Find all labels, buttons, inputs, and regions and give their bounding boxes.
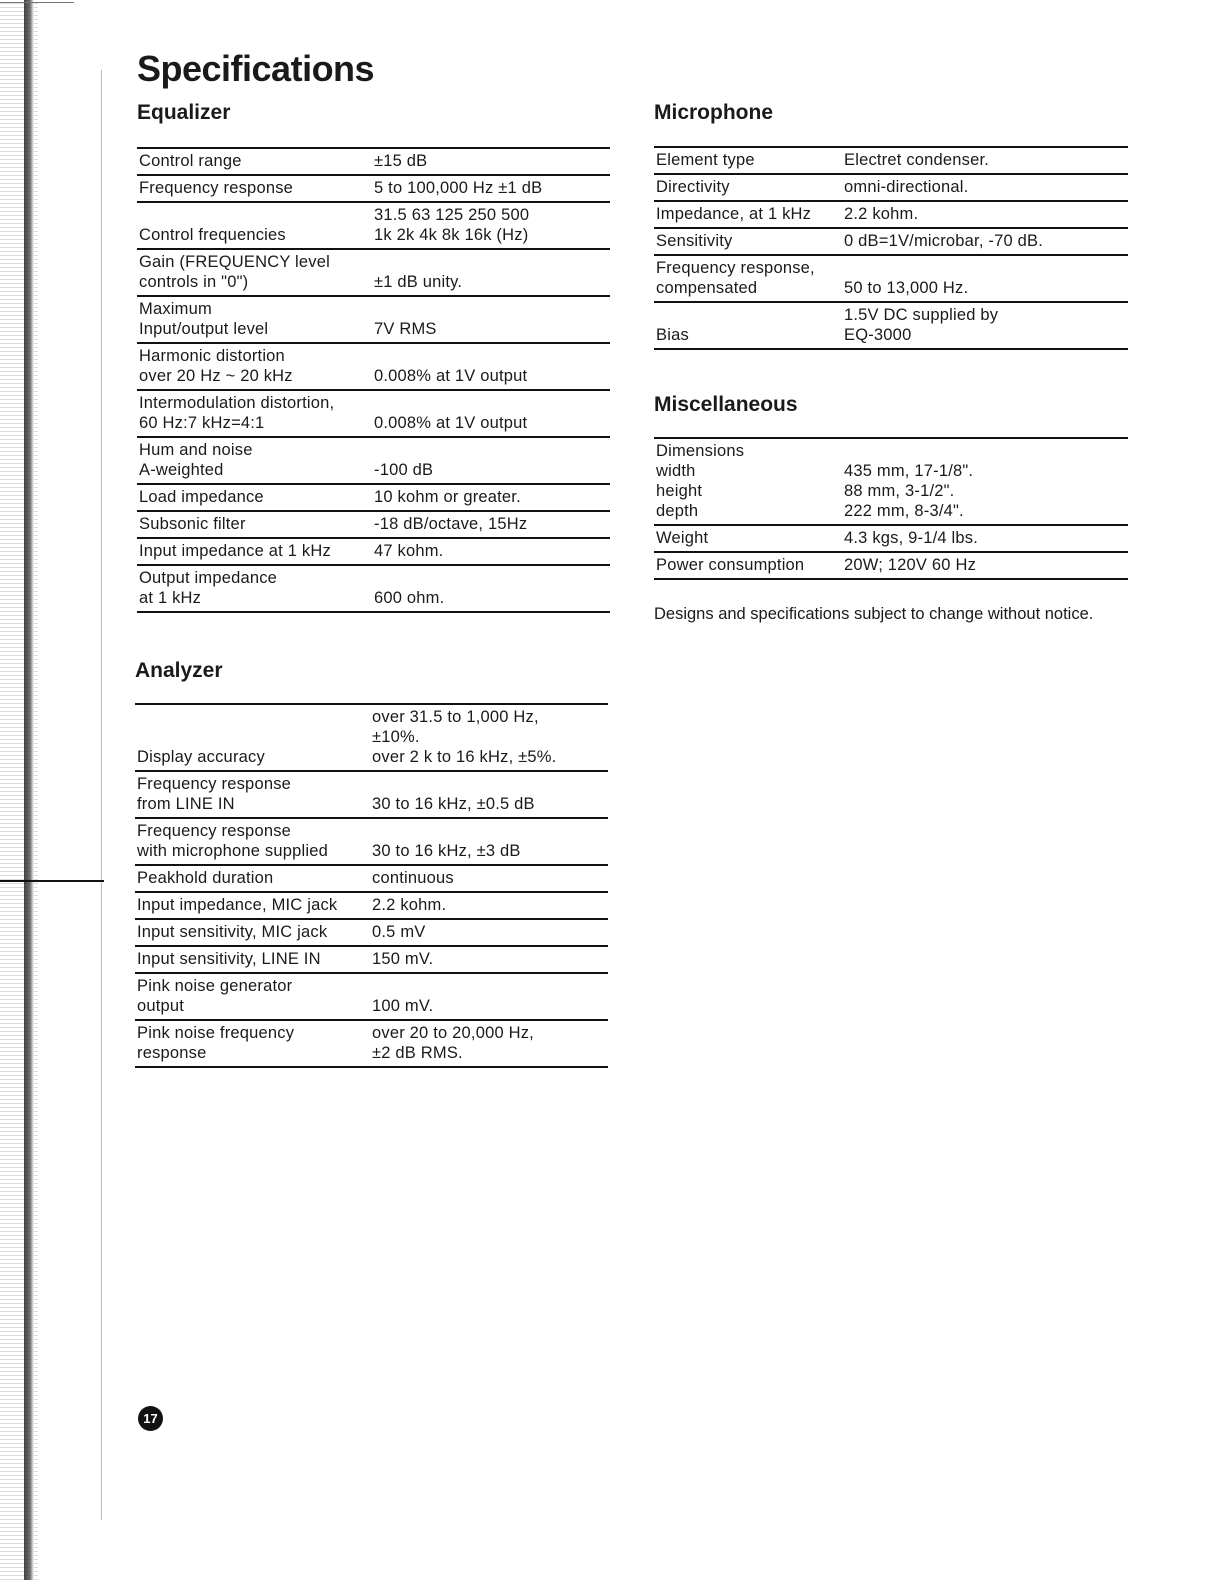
spec-label: Input sensitivity, MIC jack (137, 923, 328, 941)
spec-value: 20W; 120V 60 Hz (844, 556, 977, 574)
spec-label: Frequency response, compensated (656, 259, 815, 297)
spec-value: 0.5 mV (372, 923, 426, 941)
spec-row (137, 391, 610, 438)
spec-label: Hum and noise A-weighted (139, 441, 253, 479)
spec-row (137, 344, 610, 391)
spec-value: 2.2 kohm. (372, 896, 447, 914)
analyzer-heading: Analyzer (135, 659, 223, 682)
spec-value: ±1 dB unity. (374, 273, 463, 291)
spec-label: Element type (656, 151, 755, 169)
spec-row (654, 526, 1128, 553)
spec-value: over 31.5 to 1,000 Hz, ±10%. over 2 k to 16 kHz, ±5%. (372, 708, 557, 766)
spec-row (137, 203, 610, 250)
spec-value: Electret condenser. (844, 151, 990, 169)
spec-label: Peakhold duration (137, 869, 274, 887)
spec-label: Control range (139, 152, 242, 170)
spec-label: Harmonic distortion over 20 Hz ~ 20 kHz (139, 347, 293, 385)
spec-row (137, 539, 610, 566)
spec-label: Sensitivity (656, 232, 733, 250)
spec-label: Intermodulation distortion, 60 Hz:7 kHz=4:1 (139, 394, 335, 432)
microphone-heading: Microphone (654, 101, 773, 124)
page-title: Specifications (137, 48, 375, 89)
spec-value: continuous (372, 869, 454, 887)
spec-label: Frequency response (139, 179, 294, 197)
spec-row (135, 705, 608, 772)
spec-label: Pink noise frequency response (137, 1024, 295, 1062)
spec-row (135, 893, 608, 920)
spec-row (654, 439, 1128, 526)
spec-value: 10 kohm or greater. (374, 488, 521, 506)
spec-value: 7V RMS (374, 320, 437, 338)
spec-label: Gain (FREQUENCY level controls in "0") (139, 253, 330, 291)
spec-label: Maximum Input/output level (139, 300, 269, 338)
spec-row (135, 947, 608, 974)
margin-rule (101, 70, 102, 1520)
spec-value: 0 dB=1V/microbar, -70 dB. (844, 232, 1043, 250)
spec-row (137, 149, 610, 176)
spec-label: Output impedance at 1 kHz (139, 569, 278, 607)
spec-row (654, 303, 1128, 350)
spec-value: 0.008% at 1V output (374, 414, 528, 432)
spec-row (654, 229, 1128, 256)
spec-row (137, 485, 610, 512)
spec-label: Input sensitivity, LINE IN (137, 950, 321, 968)
spec-row (135, 974, 608, 1021)
disclaimer-note: Designs and specifications subject to change without notice. (654, 605, 1094, 623)
miscellaneous-table (654, 437, 1128, 580)
spec-value: ±15 dB (374, 152, 428, 170)
spec-value: 150 mV. (372, 950, 434, 968)
spec-label: Input impedance, MIC jack (137, 896, 338, 914)
edge-crease-line (0, 880, 104, 882)
spec-label: Control frequencies (139, 226, 286, 244)
spec-value: 4.3 kgs, 9-1/4 lbs. (844, 529, 979, 547)
equalizer-heading: Equalizer (137, 101, 231, 124)
spec-row (135, 1021, 608, 1068)
microphone-table (654, 146, 1128, 350)
equalizer-table (137, 147, 610, 613)
spec-row (135, 819, 608, 866)
spec-label: Directivity (656, 178, 730, 196)
spec-row (654, 148, 1128, 175)
spec-label: Power consumption (656, 556, 805, 574)
page-number: 17 (138, 1406, 163, 1431)
spec-label: Input impedance at 1 kHz (139, 542, 331, 560)
spec-label: Subsonic filter (139, 515, 246, 533)
spec-row (137, 438, 610, 485)
spec-value: 600 ohm. (374, 589, 445, 607)
spec-label: Impedance, at 1 kHz (656, 205, 812, 223)
spec-label: Weight (656, 529, 709, 547)
spec-value: 47 kohm. (374, 542, 444, 560)
spec-value: 30 to 16 kHz, ±0.5 dB (372, 795, 535, 813)
spec-row (135, 772, 608, 819)
spec-value: over 20 to 20,000 Hz, ±2 dB RMS. (372, 1024, 534, 1062)
spec-value: 435 mm, 17-1/8". 88 mm, 3-1/2". 222 mm, 8-3/4". (844, 462, 974, 520)
top-edge-rule (0, 2, 74, 3)
spec-row (137, 176, 610, 203)
spec-row (654, 175, 1128, 202)
spec-value: 50 to 13,000 Hz. (844, 279, 969, 297)
spec-value: -18 dB/octave, 15Hz (374, 515, 528, 533)
spec-label: Frequency response with microphone supplied (137, 822, 328, 860)
binding-edge (24, 0, 34, 1580)
spec-row (135, 866, 608, 893)
spec-row (135, 920, 608, 947)
spec-row (137, 297, 610, 344)
spec-row (654, 202, 1128, 229)
spec-value: 100 mV. (372, 997, 434, 1015)
spec-row (137, 566, 610, 613)
spec-label: Dimensions width height depth (656, 442, 745, 520)
spec-row (137, 250, 610, 297)
spec-row (654, 256, 1128, 303)
spec-value: 0.008% at 1V output (374, 367, 528, 385)
spec-value: omni-directional. (844, 178, 969, 196)
spec-label: Display accuracy (137, 748, 265, 766)
analyzer-table (135, 703, 608, 1068)
spec-row (654, 553, 1128, 580)
miscellaneous-heading: Miscellaneous (654, 393, 798, 416)
spec-value: 2.2 kohm. (844, 205, 919, 223)
spec-label: Pink noise generator output (137, 977, 293, 1015)
spec-value: -100 dB (374, 461, 434, 479)
spec-row (137, 512, 610, 539)
spec-value: 30 to 16 kHz, ±3 dB (372, 842, 521, 860)
spec-value: 5 to 100,000 Hz ±1 dB (374, 179, 543, 197)
spec-value: 31.5 63 125 250 500 1k 2k 4k 8k 16k (Hz) (374, 206, 530, 244)
spec-value: 1.5V DC supplied by EQ-3000 (844, 306, 999, 344)
spec-label: Load impedance (139, 488, 264, 506)
spec-label: Frequency response from LINE IN (137, 775, 292, 813)
spec-label: Bias (656, 326, 689, 344)
